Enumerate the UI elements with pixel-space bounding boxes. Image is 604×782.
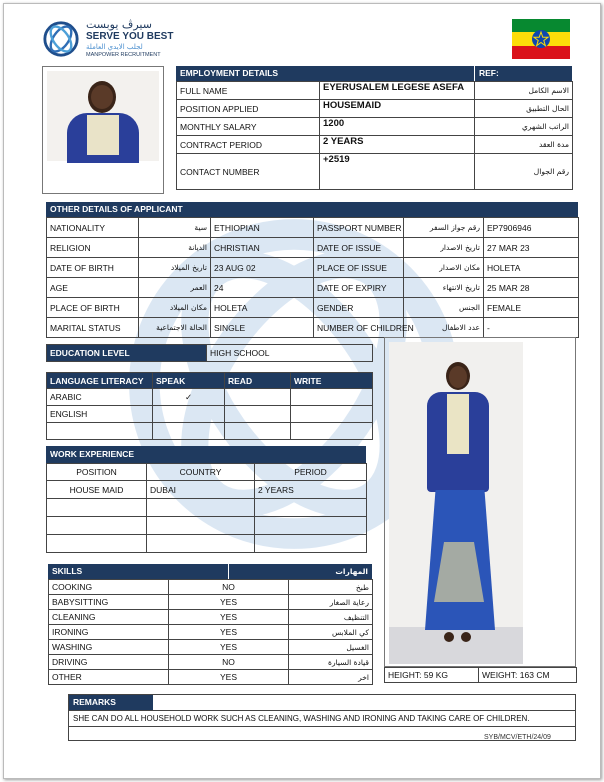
detail-value: 24: [211, 278, 314, 298]
employment-label: MONTHLY SALARY: [177, 118, 320, 136]
skill-name: WASHING: [49, 640, 169, 655]
other-details-row: [47, 298, 579, 318]
employment-row: [177, 82, 573, 100]
speak-checkmark: ✓: [153, 389, 225, 406]
employment-table: [176, 81, 573, 190]
skill-name: DRIVING: [49, 655, 169, 670]
language-row: [47, 389, 373, 406]
detail-label: PASSPORT NUMBER: [314, 218, 404, 238]
education-label: EDUCATION LEVEL: [47, 345, 207, 362]
detail-value: ETHIOPIAN: [211, 218, 314, 238]
employment-header: EMPLOYMENT DETAILS: [176, 66, 474, 81]
employment-details-section: [176, 66, 572, 190]
logo-name: SERVE YOU BEST: [86, 31, 174, 42]
detail-label: PLACE OF ISSUE: [314, 258, 404, 278]
language-column-header: READ: [225, 373, 291, 389]
skill-row: [49, 595, 373, 610]
applicant-fullbody-frame: [384, 337, 576, 667]
skill-row: [49, 640, 373, 655]
skill-name: CLEANING: [49, 610, 169, 625]
employment-value: +2519: [320, 154, 475, 190]
other-details-row: [47, 318, 579, 338]
work-row: [47, 481, 367, 499]
skill-row: [49, 655, 373, 670]
detail-value: SINGLE: [211, 318, 314, 338]
employment-value: EYERUSALEM LEGESE ASEFA: [320, 82, 475, 100]
detail-value: 27 MAR 23: [484, 238, 579, 258]
weight-value: WEIGHT: 163 CM: [479, 668, 577, 683]
applicant-headshot-frame: [42, 66, 164, 194]
write-cell: [291, 389, 373, 406]
detail-label-ar: تاريخ الانتهاء: [404, 278, 484, 298]
skill-name-ar: كي الملابس: [289, 625, 373, 640]
skills-table: [48, 579, 373, 685]
speak-checkmark: [153, 406, 225, 423]
detail-label: NATIONALITY: [47, 218, 139, 238]
skill-value: YES: [169, 610, 289, 625]
education-value: HIGH SCHOOL: [207, 345, 373, 362]
other-details-row: [47, 278, 579, 298]
work-position: [47, 535, 147, 553]
skill-name-ar: قيادة السيارة: [289, 655, 373, 670]
employment-label-ar: رقم الجوال: [475, 154, 573, 190]
detail-value: -: [484, 318, 579, 338]
employment-row: [177, 136, 573, 154]
other-details-row: [47, 258, 579, 278]
skill-name-ar: رعاية الصغار: [289, 595, 373, 610]
work-row: [47, 499, 367, 517]
detail-label: RELIGION: [47, 238, 139, 258]
work-experience-table: [46, 463, 367, 553]
employment-value: 1200: [320, 118, 475, 136]
detail-label: NUMBER OF CHILDREN: [314, 318, 404, 338]
remarks-text: SHE CAN DO ALL HOUSEHOLD WORK SUCH AS CLEANING, WASHING AND IRONING AND TAKING CARE OF CHILDREN.: [69, 710, 575, 726]
skill-row: [49, 625, 373, 640]
detail-label-ar: العمر: [139, 278, 211, 298]
work-column-header: POSITION: [47, 464, 147, 481]
work-column-header: PERIOD: [255, 464, 367, 481]
language-name: [47, 423, 153, 440]
logo-tagline-ar: لجلب الايدي العاملة: [86, 43, 143, 51]
skill-name: IRONING: [49, 625, 169, 640]
language-row: [47, 406, 373, 423]
footer-code: SYB/MCV/ETH/24/09: [484, 734, 551, 741]
detail-label: AGE: [47, 278, 139, 298]
employment-value: HOUSEMAID: [320, 100, 475, 118]
skill-name: BABYSITTING: [49, 595, 169, 610]
language-row: [47, 423, 373, 440]
detail-label-ar: تاريخ الميلاد: [139, 258, 211, 278]
work-position: [47, 499, 147, 517]
other-details-header: OTHER DETAILS OF APPLICANT: [46, 202, 578, 217]
remarks-header: REMARKS: [69, 695, 153, 710]
detail-label-ar: رقم جواز السفر: [404, 218, 484, 238]
employment-label: CONTACT NUMBER: [177, 154, 320, 190]
measurements-table: [384, 667, 577, 683]
employment-label-ar: الراتب الشهري: [475, 118, 573, 136]
detail-label-ar: الجنس: [404, 298, 484, 318]
work-experience-header: WORK EXPERIENCE: [46, 446, 366, 463]
detail-label-ar: سية: [139, 218, 211, 238]
employment-value: 2 YEARS: [320, 136, 475, 154]
skill-row: [49, 670, 373, 685]
work-experience-section: [46, 446, 366, 553]
skill-row: [49, 610, 373, 625]
detail-label-ar: عدد الاطفال: [404, 318, 484, 338]
other-details-row: [47, 238, 579, 258]
detail-label: MARITAL STATUS: [47, 318, 139, 338]
other-details-row: [47, 218, 579, 238]
employment-label-ar: مدة العقد: [475, 136, 573, 154]
detail-label: DATE OF BIRTH: [47, 258, 139, 278]
detail-value: CHRISTIAN: [211, 238, 314, 258]
detail-label: GENDER: [314, 298, 404, 318]
language-name: ENGLISH: [47, 406, 153, 423]
employment-row: [177, 100, 573, 118]
ethiopia-flag-icon: [512, 19, 570, 59]
work-period: 2 YEARS: [255, 481, 367, 499]
skill-value: NO: [169, 580, 289, 595]
work-period: [255, 499, 367, 517]
work-period: [255, 535, 367, 553]
detail-value: 23 AUG 02: [211, 258, 314, 278]
skill-name-ar: الغسيل: [289, 640, 373, 655]
detail-value: HOLETA: [211, 298, 314, 318]
employment-row: [177, 118, 573, 136]
read-cell: [225, 423, 291, 440]
write-cell: [291, 406, 373, 423]
other-details-table: [46, 217, 579, 338]
detail-value: FEMALE: [484, 298, 579, 318]
detail-label-ar: تاريخ الاصدار: [404, 238, 484, 258]
education-table: [46, 344, 373, 362]
language-column-header: WRITE: [291, 373, 373, 389]
detail-label-ar: الديانة: [139, 238, 211, 258]
logo-emblem-icon: [42, 20, 80, 58]
employment-label: FULL NAME: [177, 82, 320, 100]
employment-label: CONTRACT PERIOD: [177, 136, 320, 154]
logo-tagline: MANPOWER RECRUITMENT: [86, 52, 161, 58]
work-country: [147, 517, 255, 535]
detail-label-ar: مكان الميلاد: [139, 298, 211, 318]
read-cell: [225, 406, 291, 423]
height-value: HEIGHT: 59 KG: [385, 668, 479, 683]
work-row: [47, 517, 367, 535]
work-period: [255, 517, 367, 535]
employment-label-ar: الاسم الكامل: [475, 82, 573, 100]
skill-name-ar: طبخ: [289, 580, 373, 595]
ref-label: REF:: [474, 66, 572, 81]
work-country: [147, 535, 255, 553]
skill-name-ar: اخر: [289, 670, 373, 685]
company-logo: [42, 18, 192, 60]
detail-label: PLACE OF BIRTH: [47, 298, 139, 318]
skill-value: YES: [169, 625, 289, 640]
skill-row: [49, 580, 373, 595]
detail-value: EP7906946: [484, 218, 579, 238]
detail-label-ar: الحالة الاجتماعية: [139, 318, 211, 338]
skill-value: YES: [169, 640, 289, 655]
write-cell: [291, 423, 373, 440]
work-row: [47, 535, 367, 553]
skill-name: COOKING: [49, 580, 169, 595]
work-country: DUBAI: [147, 481, 255, 499]
read-cell: [225, 389, 291, 406]
employment-label: POSITION APPLIED: [177, 100, 320, 118]
speak-checkmark: [153, 423, 225, 440]
detail-label-ar: مكان الاصدار: [404, 258, 484, 278]
employment-row: [177, 154, 573, 190]
logo-arabic-name: سيرڤ يوبست: [86, 18, 152, 31]
applicant-fullbody-photo: [389, 342, 523, 664]
skills-header-ar: المهارات: [228, 564, 372, 579]
detail-label: DATE OF EXPIRY: [314, 278, 404, 298]
language-name: ARABIC: [47, 389, 153, 406]
skills-header: SKILLS: [48, 564, 228, 579]
work-country: [147, 499, 255, 517]
language-column-header: LANGUAGE LITERACY: [47, 373, 153, 389]
skill-value: NO: [169, 655, 289, 670]
language-table: [46, 372, 373, 440]
detail-label: DATE OF ISSUE: [314, 238, 404, 258]
other-details-section: [46, 202, 578, 338]
skill-name: OTHER: [49, 670, 169, 685]
skills-section: [48, 564, 372, 685]
skill-name-ar: التنظيف: [289, 610, 373, 625]
work-position: [47, 517, 147, 535]
employment-label-ar: الحال التطبيق: [475, 100, 573, 118]
work-column-header: COUNTRY: [147, 464, 255, 481]
work-position: HOUSE MAID: [47, 481, 147, 499]
cv-page: [3, 3, 601, 779]
detail-value: 25 MAR 28: [484, 278, 579, 298]
skill-value: YES: [169, 670, 289, 685]
applicant-headshot: [47, 71, 159, 161]
detail-value: HOLETA: [484, 258, 579, 278]
skill-value: YES: [169, 595, 289, 610]
language-column-header: SPEAK: [153, 373, 225, 389]
